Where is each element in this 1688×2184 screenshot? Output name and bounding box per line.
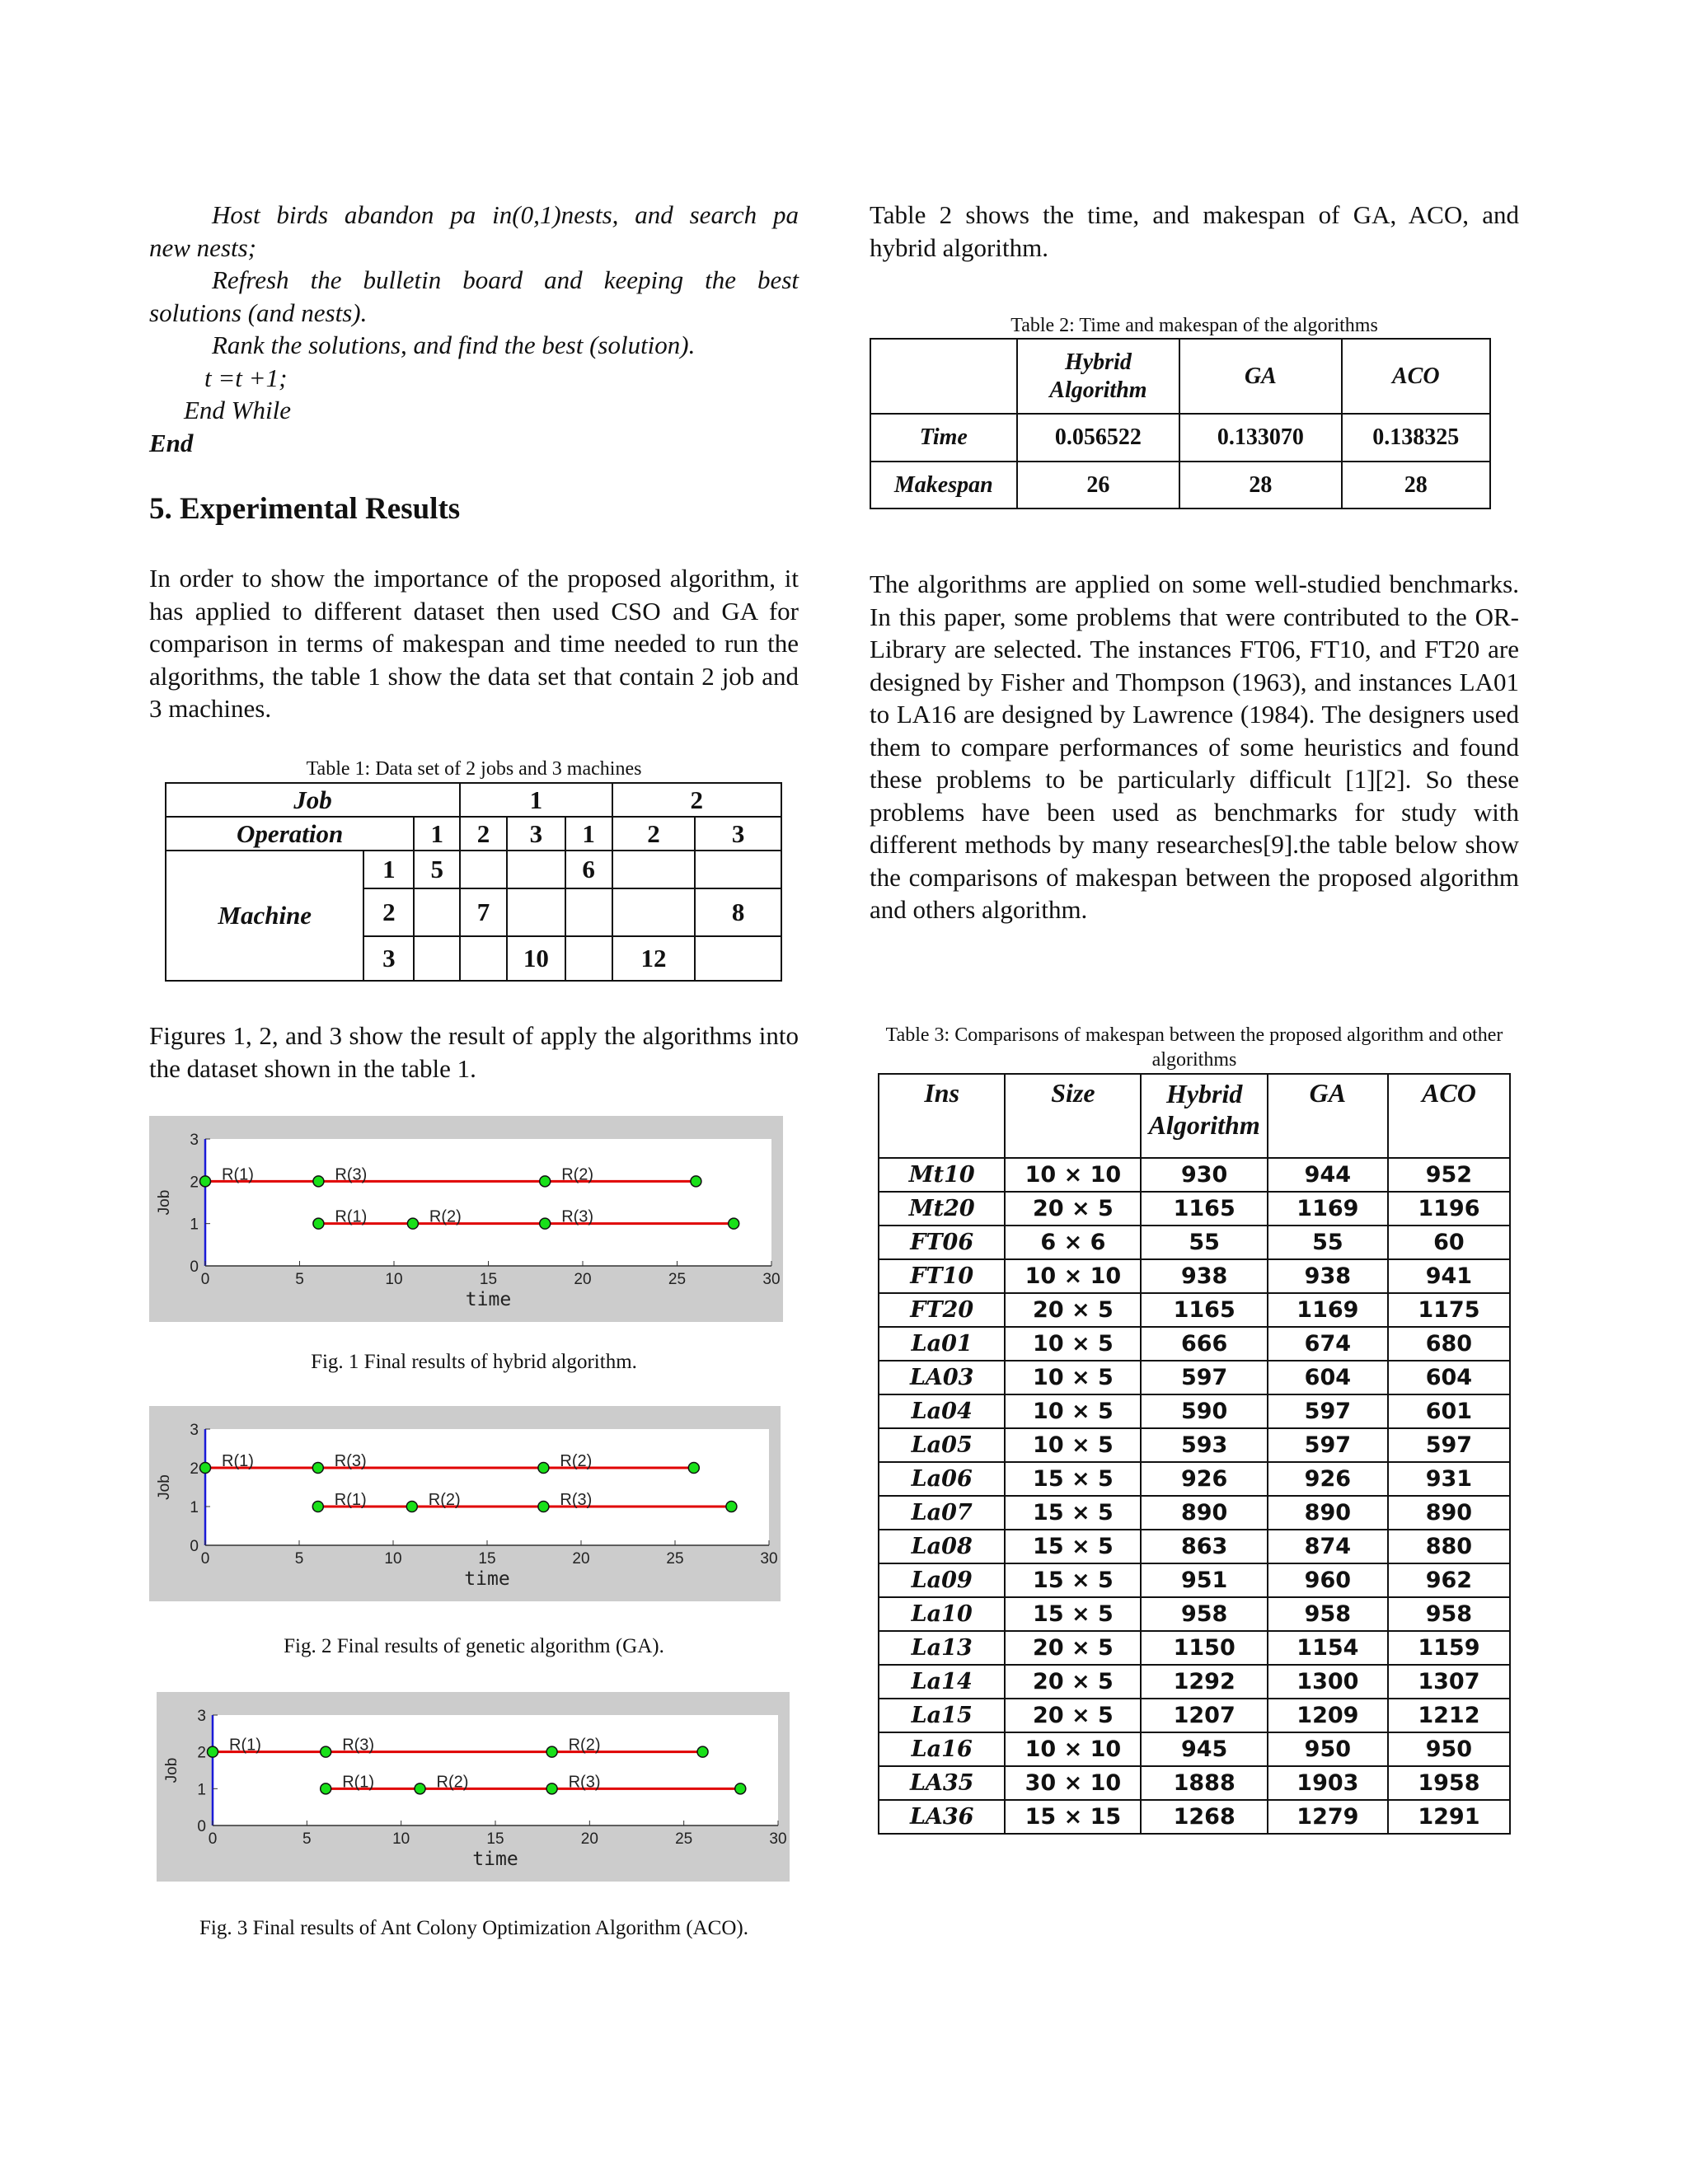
table3-hybrid: 666 — [1141, 1327, 1267, 1361]
data-point — [406, 1502, 417, 1512]
table3-aco: 1307 — [1388, 1665, 1510, 1699]
pseudocode-line: Rank the solutions, and find the best (solution). — [212, 330, 696, 359]
table3-size: 15 × 5 — [1005, 1597, 1141, 1631]
table3-hybrid: 1207 — [1141, 1699, 1267, 1732]
table3-hybrid: 1888 — [1141, 1766, 1267, 1800]
table1-operation: 2 — [612, 817, 696, 851]
data-point — [538, 1502, 549, 1512]
table3-size: 15 × 5 — [1005, 1530, 1141, 1563]
table3-header-ga: GA — [1268, 1074, 1388, 1158]
table3-ga: 926 — [1268, 1462, 1388, 1496]
table3-hybrid: 926 — [1141, 1462, 1267, 1496]
x-tick-label: 25 — [668, 1271, 687, 1288]
pseudocode-line: Refresh the bulletin board and keeping the best — [212, 265, 799, 294]
table1-cell — [565, 888, 612, 936]
table3-ins: Mt10 — [879, 1158, 1005, 1192]
table3-hybrid: 1165 — [1141, 1293, 1267, 1327]
table3-ins: La15 — [879, 1699, 1005, 1732]
table1-operation: 1 — [565, 817, 612, 851]
data-point — [313, 1218, 324, 1229]
pseudocode-line: new nests; — [149, 232, 257, 262]
table3-ga: 1279 — [1268, 1800, 1388, 1834]
segment-label: R(3) — [342, 1736, 375, 1755]
data-point — [540, 1218, 551, 1229]
table2-header-hybrid: Hybrid Algorithm — [1017, 339, 1180, 414]
table1-operation: 1 — [414, 817, 460, 851]
table3-ga: 55 — [1268, 1226, 1388, 1259]
table1-cell — [695, 936, 781, 981]
table3-hybrid: 938 — [1141, 1259, 1267, 1293]
x-tick-label: 15 — [479, 1271, 498, 1288]
table1-machine-label: Machine — [166, 851, 363, 981]
table3-hybrid: 593 — [1141, 1428, 1267, 1462]
table3-ga: 890 — [1268, 1496, 1388, 1530]
table3-hybrid: 951 — [1141, 1563, 1267, 1597]
table1-cell: 6 — [565, 851, 612, 888]
pseudocode-line: solutions (and nests). — [149, 298, 368, 327]
table1-cell — [460, 851, 507, 888]
table-row — [879, 1158, 1510, 1192]
plot-area — [205, 1429, 769, 1545]
data-point — [697, 1746, 708, 1757]
figure-2-caption: Fig. 2 Final results of genetic algorithm (GA). — [284, 1635, 664, 1657]
table-row — [879, 1530, 1510, 1563]
table1-operation: 3 — [695, 817, 781, 851]
table3-aco: 931 — [1388, 1462, 1510, 1496]
table3-size: 10 × 5 — [1005, 1428, 1141, 1462]
table3-size: 15 × 5 — [1005, 1496, 1141, 1530]
table3-aco: 1958 — [1388, 1766, 1510, 1800]
table3-hybrid: 958 — [1141, 1597, 1267, 1631]
table3-size: 20 × 5 — [1005, 1293, 1141, 1327]
table3-aco: 962 — [1388, 1563, 1510, 1597]
y-tick-label: 2 — [190, 1460, 199, 1478]
table1-job-label: Job — [166, 783, 460, 817]
segment-label: R(2) — [429, 1207, 462, 1226]
y-axis-label: Job — [156, 1474, 173, 1500]
table3-ins: La01 — [879, 1327, 1005, 1361]
segment-label: R(2) — [568, 1736, 601, 1755]
segment-label: R(3) — [335, 1165, 368, 1184]
table3-size: 10 × 10 — [1005, 1158, 1141, 1192]
data-point — [546, 1746, 557, 1757]
y-tick-label: 3 — [197, 1708, 206, 1725]
table-row — [879, 1192, 1510, 1226]
table2-cell: 26 — [1017, 462, 1180, 509]
table1-job-1: 1 — [460, 783, 612, 817]
intro-paragraph: In order to show the importance of the proposed algorithm, it has applied to different dataset then used CSO and GA for comparison in terms of makespan and time needed to run the algorithms, the table 1 show the data set that contain 2 job and 3 machines. — [149, 564, 799, 723]
table2-cell: 28 — [1179, 462, 1341, 509]
table3-header-aco: ACO — [1388, 1074, 1510, 1158]
table1-operation: 3 — [507, 817, 565, 851]
table-row — [879, 1732, 1510, 1766]
x-tick-label: 10 — [385, 1271, 403, 1288]
table3-ins: La08 — [879, 1530, 1005, 1563]
table3-ins: LA36 — [879, 1800, 1005, 1834]
table1-machine-id: 1 — [363, 851, 414, 888]
table1-machine-id: 3 — [363, 936, 414, 981]
table2-row-label: Makespan — [870, 462, 1017, 509]
table2-header-aco: ACO — [1342, 339, 1490, 414]
segment-label: R(2) — [436, 1773, 469, 1792]
table1-cell — [460, 936, 507, 981]
table2-row-label: Time — [870, 414, 1017, 462]
table2-intro-paragraph: Table 2 shows the time, and makespan of GA, ACO, and hybrid algorithm. — [870, 200, 1519, 262]
table3-size: 15 × 15 — [1005, 1800, 1141, 1834]
data-point — [321, 1783, 331, 1794]
table3-aco: 958 — [1388, 1597, 1510, 1631]
y-axis-label: Job — [156, 1189, 173, 1216]
table3-ga: 1300 — [1268, 1665, 1388, 1699]
x-tick-label: 30 — [769, 1830, 787, 1848]
table1-cell — [507, 888, 565, 936]
x-tick-label: 25 — [675, 1830, 693, 1848]
figure-2-chart — [149, 1406, 781, 1601]
table3-size: 10 × 5 — [1005, 1327, 1141, 1361]
table3-size: 10 × 10 — [1005, 1259, 1141, 1293]
y-tick-label: 0 — [190, 1538, 199, 1555]
table3-header-hybrid: Hybrid Algorithm — [1141, 1074, 1267, 1158]
table3-aco: 1291 — [1388, 1800, 1510, 1834]
table3-size: 15 × 5 — [1005, 1462, 1141, 1496]
table3-aco: 880 — [1388, 1530, 1510, 1563]
table-row — [879, 1631, 1510, 1665]
y-tick-label: 2 — [190, 1174, 199, 1192]
table1-operation-label: Operation — [166, 817, 414, 851]
segment-label: R(1) — [222, 1452, 254, 1470]
figure-1-caption: Fig. 1 Final results of hybrid algorithm. — [311, 1351, 637, 1373]
x-tick-label: 15 — [486, 1830, 504, 1848]
table1-cell: 12 — [612, 936, 696, 981]
table3-ga: 1169 — [1268, 1192, 1388, 1226]
table3-ga: 674 — [1268, 1327, 1388, 1361]
table3-hybrid: 1150 — [1141, 1631, 1267, 1665]
table3-hybrid: 930 — [1141, 1158, 1267, 1192]
table2-cell: 0.056522 — [1017, 414, 1180, 462]
table3-aco: 60 — [1388, 1226, 1510, 1259]
data-point — [546, 1783, 557, 1794]
table2-cell: 0.138325 — [1342, 414, 1490, 462]
table3-aco: 601 — [1388, 1394, 1510, 1428]
segment-label: R(3) — [561, 1207, 594, 1226]
segment-label: R(2) — [561, 1165, 594, 1184]
segment-label: R(3) — [334, 1452, 367, 1470]
table3-ga: 604 — [1268, 1361, 1388, 1394]
table-row — [879, 1665, 1510, 1699]
table-row — [879, 1428, 1510, 1462]
data-point — [200, 1176, 211, 1187]
table3-ins: La09 — [879, 1563, 1005, 1597]
table3-ga: 960 — [1268, 1563, 1388, 1597]
table3-header-size: Size — [1005, 1074, 1141, 1158]
pseudocode-line: t =t +1; — [204, 363, 288, 392]
y-tick-label: 1 — [190, 1216, 199, 1234]
data-point — [415, 1783, 425, 1794]
table1-cell: 5 — [414, 851, 460, 888]
table1-cell — [612, 888, 696, 936]
table1-cell: 7 — [460, 888, 507, 936]
table2-caption: Table 2: Time and makespan of the algorithms — [1010, 315, 1378, 336]
table-row — [879, 1462, 1510, 1496]
table3-ga: 938 — [1268, 1259, 1388, 1293]
pseudocode-line: End While — [184, 396, 291, 424]
table3-ga: 958 — [1268, 1597, 1388, 1631]
table3-ga: 1903 — [1268, 1766, 1388, 1800]
table3-ins: LA35 — [879, 1766, 1005, 1800]
table3-size: 10 × 5 — [1005, 1361, 1141, 1394]
x-tick-label: 5 — [302, 1830, 312, 1848]
figure-3-caption: Fig. 3 Final results of Ant Colony Optimization Algorithm (ACO). — [199, 1917, 748, 1939]
pseudocode-block — [149, 199, 799, 459]
table3-size: 30 × 10 — [1005, 1766, 1141, 1800]
table3-hybrid: 863 — [1141, 1530, 1267, 1563]
data-point — [540, 1176, 551, 1187]
table3-ins: FT10 — [879, 1259, 1005, 1293]
table3-aco: 952 — [1388, 1158, 1510, 1192]
table3-ins: La16 — [879, 1732, 1005, 1766]
table3-ins: La05 — [879, 1428, 1005, 1462]
table-row — [879, 1361, 1510, 1394]
table3-ins: LA03 — [879, 1361, 1005, 1394]
segment-label: R(1) — [335, 1207, 368, 1226]
data-point — [729, 1218, 739, 1229]
table-row — [879, 1496, 1510, 1530]
y-tick-label: 0 — [190, 1258, 199, 1276]
x-tick-label: 0 — [208, 1830, 218, 1848]
table3-header-ins: Ins — [879, 1074, 1005, 1158]
table1-cell — [507, 851, 565, 888]
table3-aco: 1159 — [1388, 1631, 1510, 1665]
table3-hybrid: 945 — [1141, 1732, 1267, 1766]
table2 — [870, 338, 1491, 509]
segment-label: R(2) — [428, 1491, 461, 1509]
table3-ga: 944 — [1268, 1158, 1388, 1192]
table3-hybrid: 1268 — [1141, 1800, 1267, 1834]
data-point — [321, 1746, 331, 1757]
table1-machine-id: 2 — [363, 888, 414, 936]
y-tick-label: 1 — [190, 1499, 199, 1516]
data-point — [312, 1463, 323, 1474]
data-point — [208, 1746, 218, 1757]
table3-ins: La14 — [879, 1665, 1005, 1699]
table1-cell — [414, 936, 460, 981]
x-tick-label: 30 — [760, 1550, 778, 1568]
x-axis-label: time — [464, 1568, 510, 1590]
x-tick-label: 0 — [200, 1271, 210, 1288]
table3-aco: 1196 — [1388, 1192, 1510, 1226]
table1 — [165, 782, 782, 982]
figure-3 — [157, 1692, 790, 1882]
table3-aco: 680 — [1388, 1327, 1510, 1361]
data-point — [691, 1176, 701, 1187]
table-row — [879, 1259, 1510, 1293]
data-point — [313, 1176, 324, 1187]
table3-ga: 1154 — [1268, 1631, 1388, 1665]
pseudocode-line: End — [149, 428, 194, 457]
table3-ins: La04 — [879, 1394, 1005, 1428]
data-point — [538, 1463, 549, 1474]
benchmarks-paragraph: The algorithms are applied on some well-studied benchmarks. In this paper, some problems that were contributed to the OR-Library are selected. The instances FT06, FT10, and FT20 are designed by Fisher and Thompson (1963), and instances LA01 to LA16 are designed by Lawrence (1984). The designers used them to compare performances of some heuristics and found these problems to be particularly difficult [1][2]. So these problems have been used as benchmarks for study with different methods by many researches[9].the table below show the comparisons of makespan between the proposed algorithm and others algorithm. — [870, 569, 1519, 924]
table3-ins: La07 — [879, 1496, 1005, 1530]
y-axis-label: Job — [163, 1757, 181, 1783]
table-row — [879, 1800, 1510, 1834]
x-tick-label: 0 — [200, 1550, 210, 1568]
section-title: 5. Experimental Results — [149, 492, 461, 526]
table3-ins: La13 — [879, 1631, 1005, 1665]
table1-cell — [414, 888, 460, 936]
table3-aco: 597 — [1388, 1428, 1510, 1462]
x-tick-label: 20 — [574, 1271, 592, 1288]
table1-job-2: 2 — [612, 783, 781, 817]
table3-hybrid: 1165 — [1141, 1192, 1267, 1226]
x-tick-label: 10 — [384, 1550, 402, 1568]
table3-ins: La06 — [879, 1462, 1005, 1496]
table3-size: 15 × 5 — [1005, 1563, 1141, 1597]
x-tick-label: 5 — [295, 1271, 304, 1288]
segment-label: R(1) — [334, 1491, 367, 1509]
table-row — [879, 1597, 1510, 1631]
data-point — [735, 1783, 746, 1794]
table1-cell — [612, 851, 696, 888]
table3-size: 20 × 5 — [1005, 1699, 1141, 1732]
figure-1 — [149, 1116, 783, 1322]
y-tick-label: 0 — [197, 1818, 206, 1835]
table-row — [879, 1226, 1510, 1259]
x-tick-label: 15 — [478, 1550, 496, 1568]
data-point — [312, 1502, 323, 1512]
table-row — [879, 1699, 1510, 1732]
table-row — [879, 1563, 1510, 1597]
table-row — [879, 1327, 1510, 1361]
segment-label: R(2) — [560, 1452, 593, 1470]
table3-ins: FT20 — [879, 1293, 1005, 1327]
y-tick-label: 3 — [190, 1132, 199, 1149]
y-tick-label: 2 — [197, 1744, 206, 1762]
table3-aco: 950 — [1388, 1732, 1510, 1766]
pseudocode-line: Host birds abandon pa in(0,1)nests, and search pa — [212, 200, 799, 229]
figure-1-chart — [149, 1116, 783, 1322]
table2-header-ga: GA — [1179, 339, 1341, 414]
table3-ga: 597 — [1268, 1394, 1388, 1428]
table3-hybrid: 597 — [1141, 1361, 1267, 1394]
table-row — [879, 1293, 1510, 1327]
x-axis-label: time — [472, 1849, 518, 1870]
segment-label: R(3) — [568, 1773, 601, 1792]
segment-label: R(1) — [342, 1773, 375, 1792]
table3-size: 20 × 5 — [1005, 1631, 1141, 1665]
table3-ga: 597 — [1268, 1428, 1388, 1462]
table3-ga: 1209 — [1268, 1699, 1388, 1732]
table3-size: 20 × 5 — [1005, 1665, 1141, 1699]
table3-hybrid: 55 — [1141, 1226, 1267, 1259]
table3-hybrid: 1292 — [1141, 1665, 1267, 1699]
plot-area — [213, 1715, 778, 1825]
table3-ins: FT06 — [879, 1226, 1005, 1259]
table3-ga: 1169 — [1268, 1293, 1388, 1327]
y-tick-label: 3 — [190, 1422, 199, 1439]
table3-size: 10 × 5 — [1005, 1394, 1141, 1428]
x-tick-label: 20 — [580, 1830, 598, 1848]
table3-ga: 874 — [1268, 1530, 1388, 1563]
plot-area — [205, 1139, 771, 1266]
table3-ga: 950 — [1268, 1732, 1388, 1766]
table2-header-empty — [870, 339, 1017, 414]
data-point — [688, 1463, 699, 1474]
table3-aco: 941 — [1388, 1259, 1510, 1293]
table1-cell — [565, 936, 612, 981]
table3-size: 10 × 10 — [1005, 1732, 1141, 1766]
table3-caption: Table 3: Comparisons of makespan between the proposed algorithm and other algorithms — [885, 1024, 1503, 1071]
x-tick-label: 20 — [572, 1550, 590, 1568]
table3-ins: La10 — [879, 1597, 1005, 1631]
y-tick-label: 1 — [197, 1781, 206, 1799]
segment-label: R(1) — [229, 1736, 261, 1755]
table2-cell: 0.133070 — [1179, 414, 1341, 462]
figures-intro-paragraph: Figures 1, 2, and 3 show the result of apply the algorithms into the dataset shown in the table 1. — [149, 1021, 799, 1083]
table1-operation: 2 — [460, 817, 507, 851]
figure-3-chart — [157, 1692, 790, 1882]
x-tick-label: 25 — [666, 1550, 684, 1568]
table3-ins: Mt20 — [879, 1192, 1005, 1226]
table-row — [879, 1394, 1510, 1428]
x-tick-label: 10 — [392, 1830, 410, 1848]
table3 — [878, 1073, 1511, 1835]
data-point — [726, 1502, 737, 1512]
table3-aco: 890 — [1388, 1496, 1510, 1530]
table-row — [879, 1766, 1510, 1800]
table1-cell — [695, 851, 781, 888]
x-tick-label: 5 — [294, 1550, 304, 1568]
x-tick-label: 30 — [762, 1271, 781, 1288]
table1-caption: Table 1: Data set of 2 jobs and 3 machines — [306, 758, 642, 780]
table3-aco: 1175 — [1388, 1293, 1510, 1327]
segment-label: R(3) — [560, 1491, 593, 1509]
data-point — [407, 1218, 418, 1229]
table3-hybrid: 590 — [1141, 1394, 1267, 1428]
table1-cell: 10 — [507, 936, 565, 981]
table3-hybrid: 890 — [1141, 1496, 1267, 1530]
segment-label: R(1) — [222, 1165, 254, 1184]
table2-cell: 28 — [1342, 462, 1490, 509]
table1-cell: 8 — [695, 888, 781, 936]
table3-aco: 604 — [1388, 1361, 1510, 1394]
table3-size: 20 × 5 — [1005, 1192, 1141, 1226]
table3-aco: 1212 — [1388, 1699, 1510, 1732]
table3-size: 6 × 6 — [1005, 1226, 1141, 1259]
x-axis-label: time — [465, 1289, 512, 1310]
table3-body — [879, 1158, 1510, 1834]
data-point — [200, 1463, 211, 1474]
figure-2 — [149, 1406, 781, 1601]
